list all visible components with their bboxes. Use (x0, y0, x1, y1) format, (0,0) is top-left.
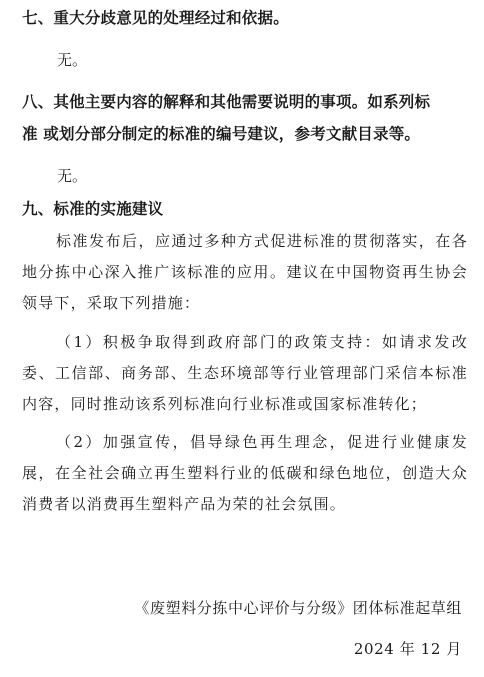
section-9-heading: 九、标准的实施建议 (22, 200, 164, 218)
section-8-body: 无。 (57, 167, 88, 185)
section-9-paragraph-2: （1）积极争取得到政府部门的政策支持：如请求发改委、工信部、商务部、生态环境部等行业管理部门采信本标准内容，同时推动该系列标准向行业标准或国家标准转化； (22, 333, 468, 413)
section-8-heading-line-2: 准 或划分部分制定的标准的编号建议，参考文献目录等。 (22, 125, 421, 143)
section-8-heading-line-1: 八、其他主要内容的解释和其他需要说明的事项。如系列标 (22, 93, 431, 111)
section-7-body: 无。 (57, 51, 88, 69)
section-9-paragraph-3: （2）加强宣传，倡导绿色再生理念，促进行业健康发展，在全社会确立再生塑料行业的低碳和绿色地位，创造大众消费者以消费再生塑料产品为荣的社会氛围。 (22, 433, 468, 513)
section-7-heading: 七、重大分歧意见的处理经过和依据。 (22, 9, 289, 27)
signature-date: 2024 年 12 月 (353, 640, 462, 658)
section-9-paragraph-1: 标准发布后，应通过多种方式促进标准的贯彻落实，在各地分拣中心深入推广该标准的应用。建议在中国物资再生协会领导下，采取下列措施： (22, 232, 468, 312)
drafting-group-signature: 《废塑料分拣中心评价与分级》团体标准起草组 (134, 599, 462, 617)
